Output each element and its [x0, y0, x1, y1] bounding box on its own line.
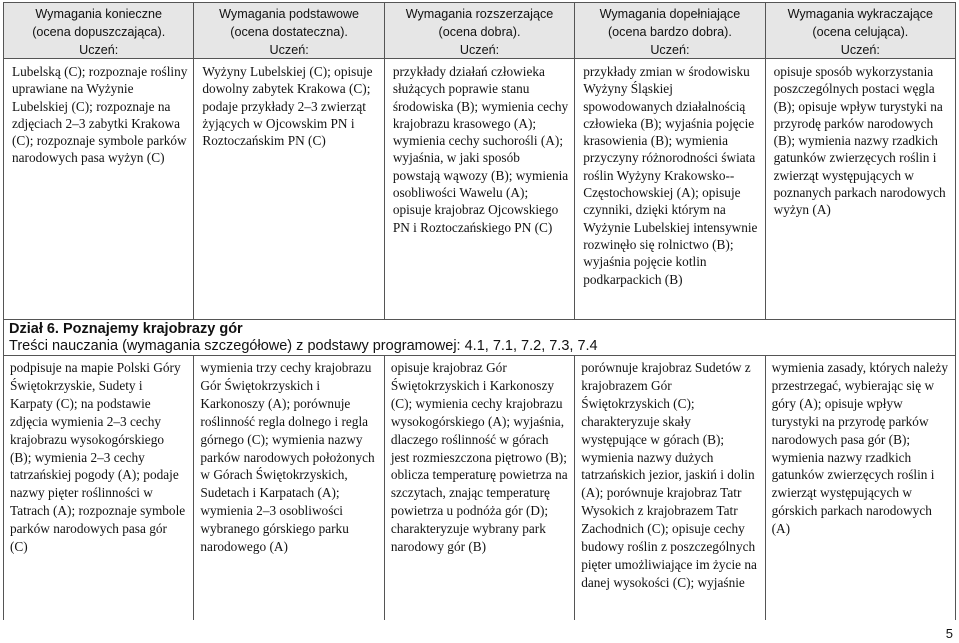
header-role: Uczeń: — [269, 43, 309, 57]
header-title: Wymagania konieczne — [35, 7, 162, 21]
table-cell: opisuje sposób wykorzystania poszczególnych postaci węgla (B); opisuje wpływ turystyki na przyrodę parków narodowych (B); wymienia nazwy rzadkich gatunków zwierzęcych roślin i zwierząt występujących w poznanych parkach narodowych wyżyn (A) — [765, 59, 956, 319]
table-cell: Wyżyny Lubelskiej (C); opisuje dowolny zabytek Krakowa (C); podaje przykłady 2–3 zwierząt żyjących w Ojcowskim PN i Roztoczańskim PN (C) — [193, 59, 383, 319]
table-cell: porównuje krajobraz Sudetów z krajobrazem Gór Świętokrzyskich (C); charakteryzuje skały występujące w górach (B); wymienia nazwy dużych tatrzańskich jezior, jaskiń i dolin (A); porównuje krajobraz Tatr Wysokich z krajobrazem Tatr Zachodnich (C); opisuje cechy budowy roślin z poszczególnych pięter umożliwiające im życie na danej wysokości (C); wyjaśnie — [574, 356, 764, 620]
header-subtitle: (ocena dopuszczająca). — [32, 25, 166, 39]
header-cell-dopelniajace — [574, 3, 764, 58]
header-cell-wykraczajace — [765, 3, 956, 58]
header-subtitle: (ocena dobra). — [438, 25, 521, 39]
header-cell-konieczne — [3, 3, 193, 58]
table-cell: wymienia zasady, których należy przestrzegać, wybierając się w góry (A); opisuje wpływ turystyki na przyrodę parków narodowych pasa gór (B); wymienia nazwy rzadkich gatunków zwierzęcych roślin i zwierząt występujących w górskich parkach narodowych (A) — [765, 356, 956, 620]
section-heading — [3, 320, 956, 356]
header-title: Wymagania dopełniające — [599, 7, 741, 21]
header-cell-podstawowe — [193, 3, 383, 58]
header-title: Wymagania rozszerzające — [405, 7, 554, 21]
section-title: Dział 6. Poznajemy krajobrazy gór — [9, 321, 243, 337]
header-role: Uczeń: — [79, 43, 119, 57]
table-cell: podpisuje na mapie Polski Góry Świętokrzyskie, Sudety i Karpaty (C); na podstawie zdjęcia wymienia 2–3 cechy krajobrazu wysokogórskiego (B); wymienia 2–3 cechy tatrzańskiej pogody (A); podaje nazwy pięter roślinności w Tatrach (A); rozpoznaje symbole parków narodowych pasa gór (C) — [3, 356, 193, 620]
section-subtitle: Treści nauczania (wymagania szczegółowe) z podstawy programowej: 4.1, 7.1, 7.2, 7.3, 7.4 — [9, 338, 598, 354]
header-role: Uczeń: — [650, 43, 690, 57]
page-number: 5 — [945, 626, 953, 641]
table-row — [3, 59, 956, 320]
header-title: Wymagania wykraczające — [787, 7, 934, 21]
table-row — [3, 356, 956, 620]
table-cell: Lubelską (C); rozpoznaje rośliny uprawiane na Wyżynie Lubelskiej (C); rozpoznaje na zdjęciach 2–3 zabytki Krakowa (C); rozpoznaje symbole parków narodowych pasa wyżyn (C) — [3, 59, 193, 319]
header-role: Uczeń: — [840, 43, 880, 57]
table-cell: wymienia trzy cechy krajobrazu Gór Świętokrzyskich i Karkonoszy (A); porównuje roślinność regla dolnego i regla górnego (C); wymienia nazwy parków narodowych położonych w Górach Świętokrzyskich, Sudetach i Karpatach (A); wymienia 2–3 osobliwości wybranego górskiego parku narodowego (A) — [193, 356, 383, 620]
requirements-table — [3, 2, 956, 620]
header-title: Wymagania podstawowe — [219, 7, 360, 21]
header-role: Uczeń: — [459, 43, 500, 57]
header-subtitle: (ocena celująca). — [812, 25, 909, 39]
table-cell: opisuje krajobraz Gór Świętokrzyskich i Karkonoszy (C); wymienia cechy krajobrazu wysokogórskiego (A); wyjaśnia, dlaczego roślinność w górach jest rozmieszczona piętrowo (B); oblicza temperaturę powietrza na szczytach, znając temperaturę powietrza u podnóża gór (D); charakteryzuje wybrany park narodowy gór (B) — [384, 356, 574, 620]
header-cell-rozszerzajace — [384, 3, 574, 58]
table-header-row — [3, 2, 956, 59]
table-cell: przykłady zmian w środowisku Wyżyny Śląskiej spowodowanych działalnością człowieka (B); wyjaśnia pojęcie krasowienia (B); wymienia przyczyny różnorodności świata roślin Wyżyny Krakowsko--Częstochowskiej (A); opisuje czynniki, dzięki którym na Wyżynie Lubelskiej intensywnie rozwinęło się rolnictwo (B); wyjaśnia pojęcie kotlin podkarpackich (B) — [574, 59, 764, 319]
table-cell: przykłady działań człowieka służących poprawie stanu środowiska (B); wymienia cechy krajobrazu krasowego (A); wymienia cechy suchorośli (A); wyjaśnia, w jaki sposób powstają wąwozy (B); wymienia osobliwości Wawelu (A); opisuje krajobraz Ojcowskiego PN i Roztoczańskiego PN (C) — [384, 59, 574, 319]
header-subtitle: (ocena dostateczna). — [230, 25, 348, 39]
header-subtitle: (ocena bardzo dobra). — [607, 25, 732, 39]
